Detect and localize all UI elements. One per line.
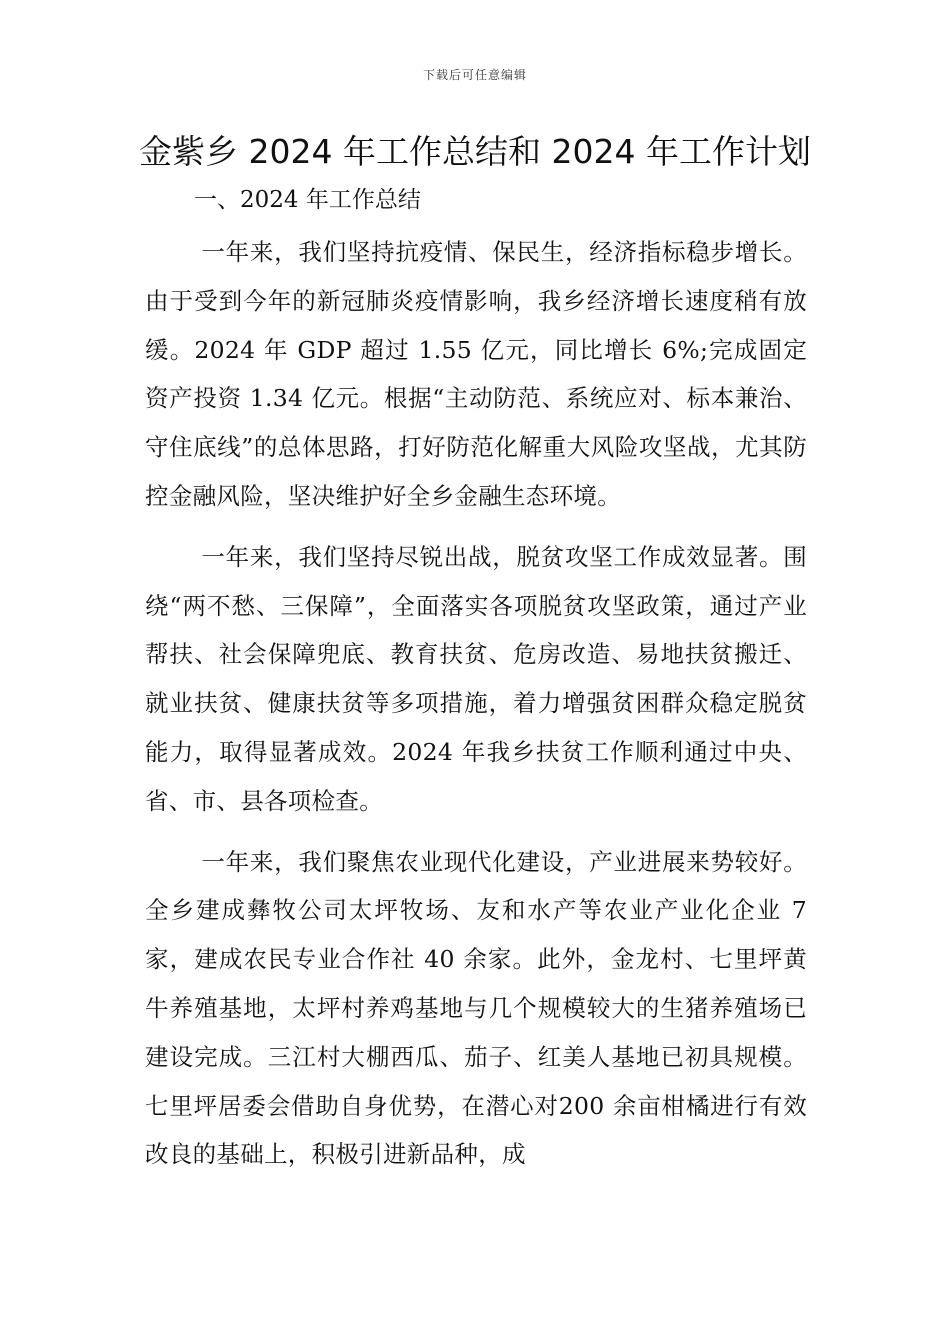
header-note: 下载后可任意编辑	[422, 68, 527, 82]
paragraph: 一年来，我们坚持抗疫情、保民生，经济指标稳步增长。由于受到今年的新冠肺炎疫情影响，我乡经济增长速度稍有放缓。2024 年 GDP 超过 1.55 亿元，同比增长 6%;完成固定资产投资 1.34 亿元。根据“主动防范、系统应对、标本兼治、守住底线”的总体思路，打好防范化解重大风险攻坚战，尤其防控金融风险，坚决维护好全乡金融生态环境。	[145, 238, 807, 510]
document-body	[145, 228, 807, 1191]
section-heading: 一、2024 年工作总结	[194, 187, 421, 213]
paragraph: 一年来，我们聚焦农业现代化建设，产业进展来势较好。全乡建成彝牧公司太坪牧场、友和水产等农业产业化企业 7 家，建成农民专业合作社 40 余家。此外，金龙村、七里坪黄牛养殖基地，太坪村养鸡基地与几个规模较大的生猪养殖场已建设完成。三江村大棚西瓜、茄子、红美人基地已初具规模。七里坪居委会借助自身优势，在潜心对200 余亩柑橘进行有效改良的基础上，积极引进新品种，成	[145, 847, 807, 1169]
paragraph: 一年来，我们坚持尽锐出战，脱贫攻坚工作成效显著。围绕“两不愁、三保障”，全面落实各项脱贫攻坚政策，通过产业帮扶、社会保障兜底、教育扶贫、危房改造、易地扶贫搬迁、就业扶贫、健康扶贫等多项措施，着力增强贫困群众稳定脱贫能力，取得显著成效。2024 年我乡扶贫工作顺利通过中央、省、市、县各项检查。	[145, 542, 807, 815]
document-title: 金紫乡 2024 年工作总结和 2024 年工作计划	[139, 132, 811, 171]
